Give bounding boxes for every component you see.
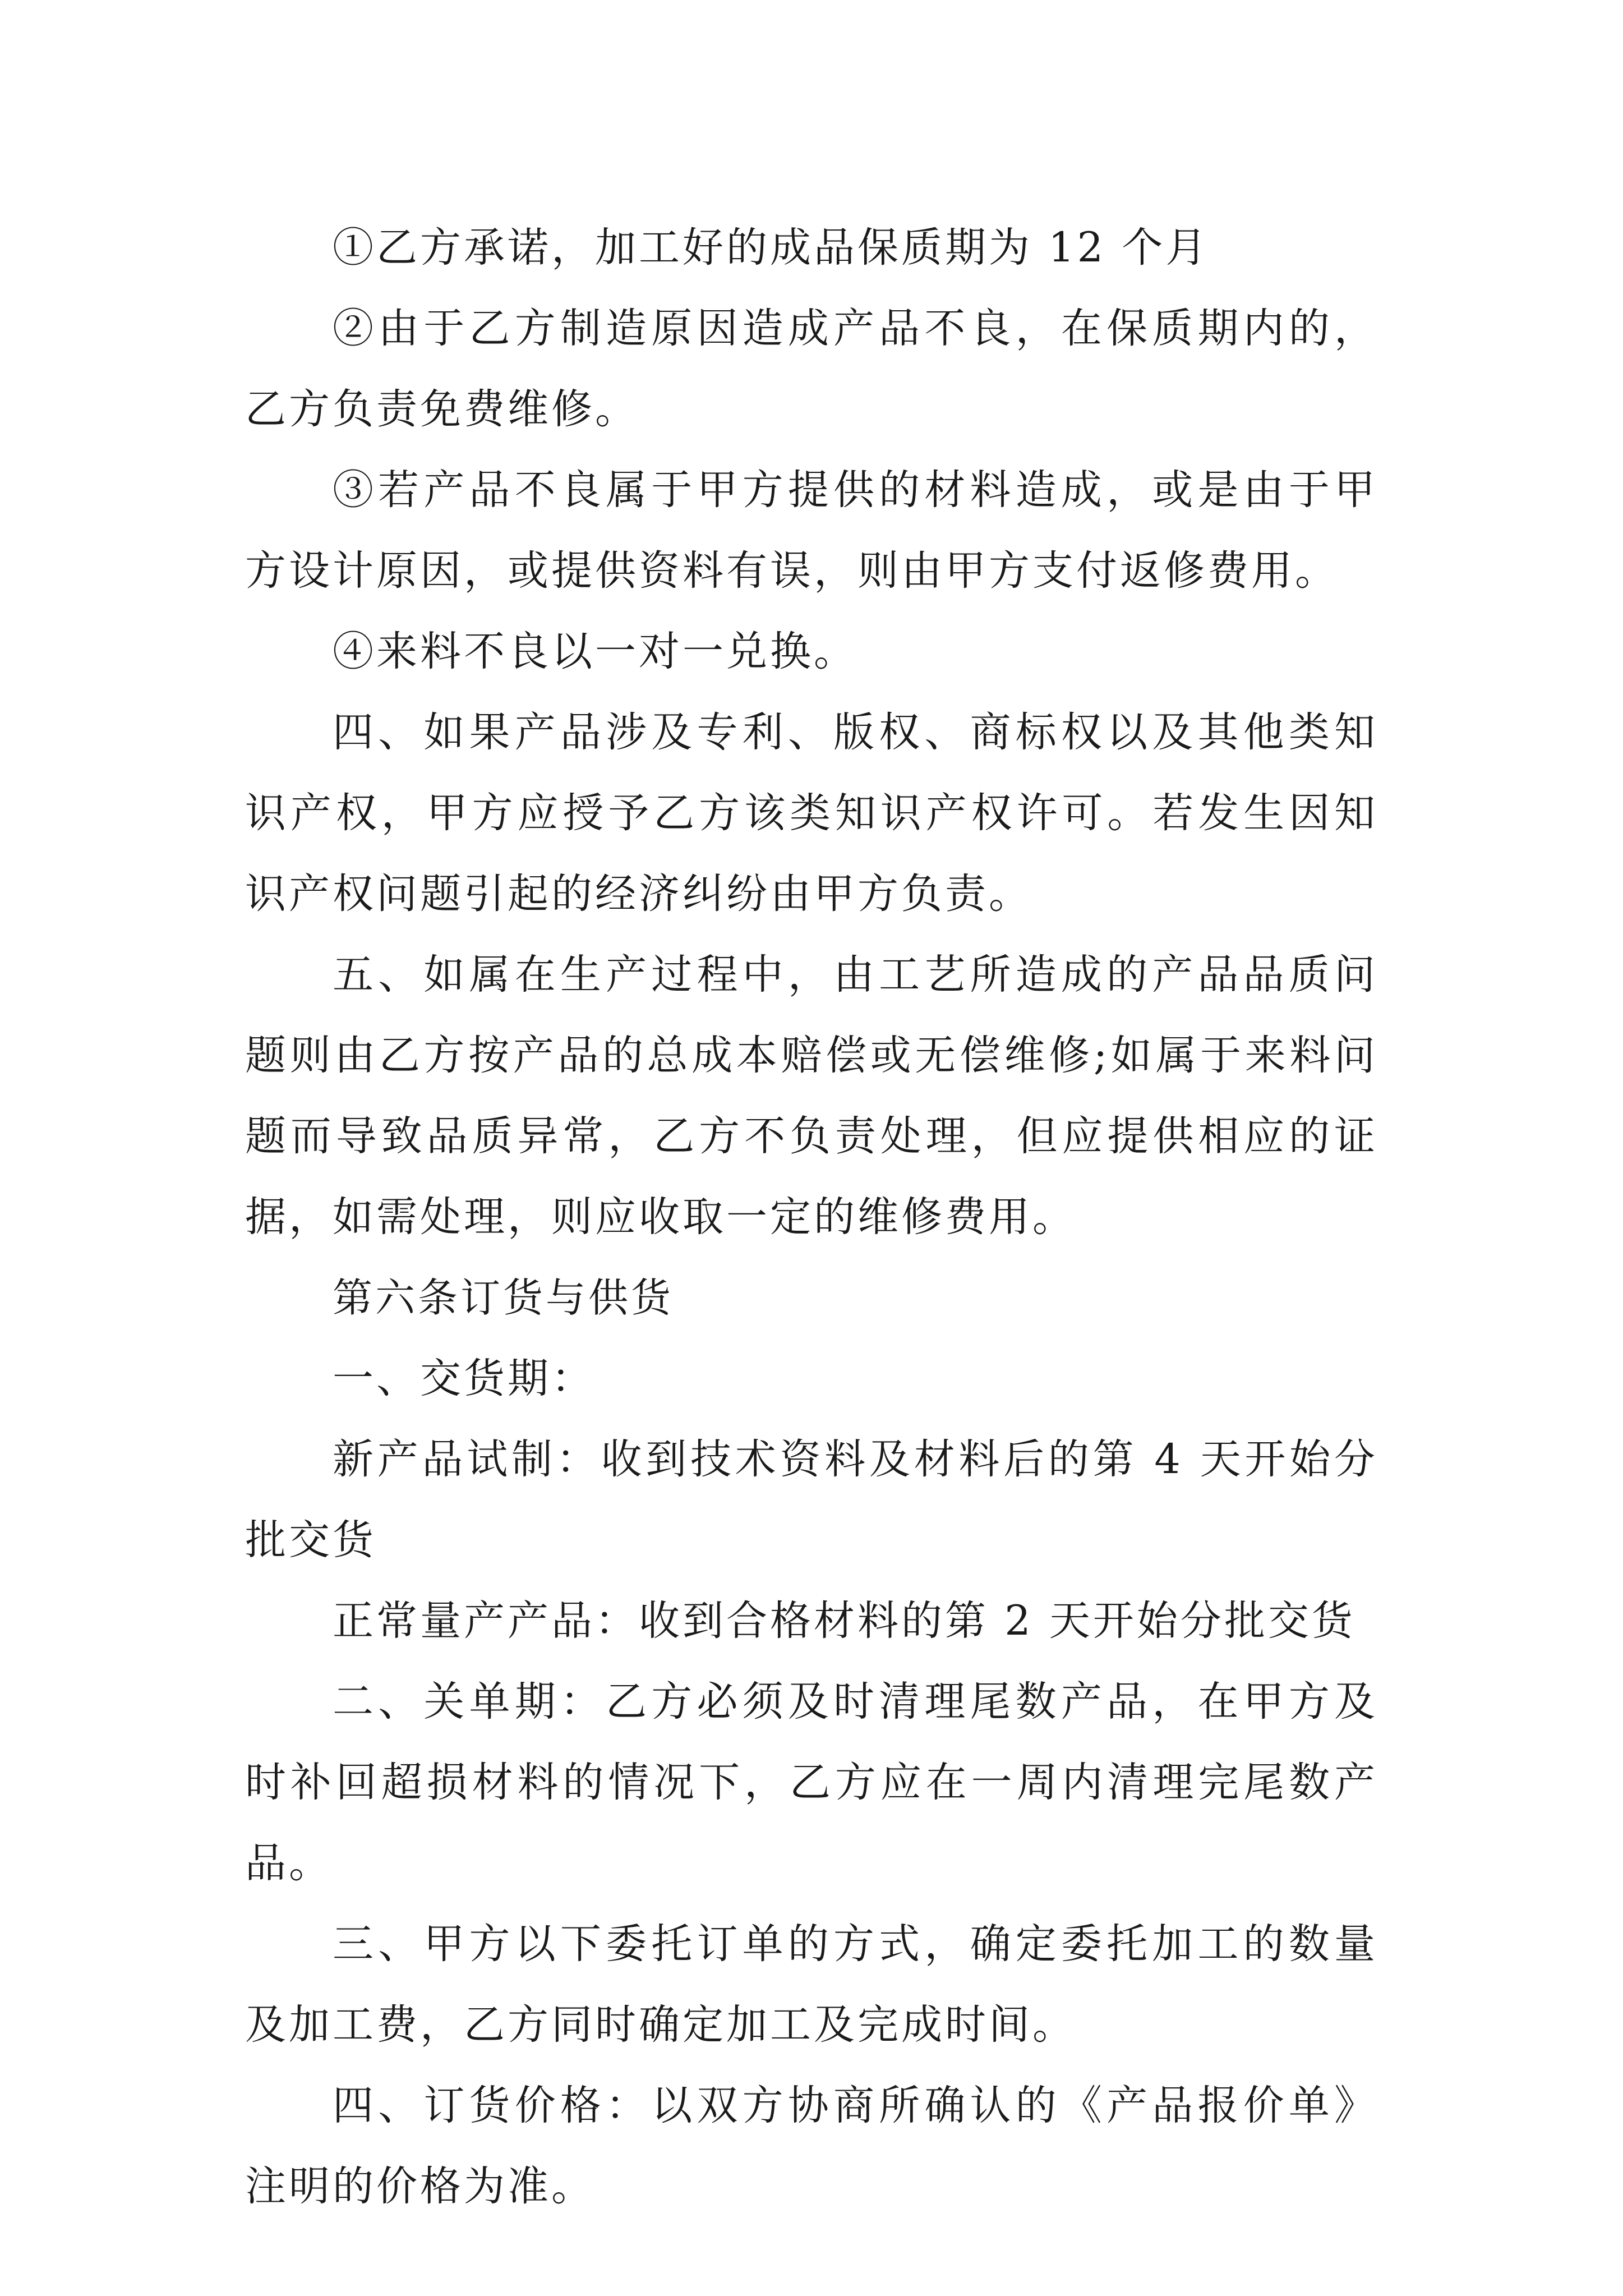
paragraph-delivery-period: 一、交货期： bbox=[333, 1355, 595, 1402]
document-body bbox=[245, 208, 1378, 2227]
section-heading-ordering: 第六条订货与供货 bbox=[333, 1274, 674, 1321]
paragraph-warranty-period: ①乙方承诺，加工好的成品保质期为 12 个月 bbox=[333, 224, 1210, 272]
paragraph-order-method: 三、甲方以下委托订单的方式，确定委托加工的数量及加工费，乙方同时确定加工及完成时间。 bbox=[245, 1920, 1378, 2049]
paragraph-free-repair: ②由于乙方制造原因造成产品不良，在保质期内的，乙方负责免费维修。 bbox=[245, 305, 1378, 433]
paragraph-new-product-delivery: 新产品试制：收到技术资料及材料后的第 4 天开始分批交货 bbox=[245, 1435, 1378, 1564]
paragraph-closing-period: 二、关单期：乙方必须及时清理尾数产品，在甲方及时补回超损材料的情况下，乙方应在一周内清理完尾数产品。 bbox=[245, 1678, 1378, 1887]
paragraph-intellectual-property: 四、如果产品涉及专利、版权、商标权以及其他类知识产权，甲方应授予乙方该类知识产权许可。若发生因知识产权问题引起的经济纠纷由甲方负责。 bbox=[245, 708, 1378, 918]
paragraph-quality-issues: 五、如属在生产过程中，由工艺所造成的产品品质问题则由乙方按产品的总成本赔偿或无偿维修;如属于来料问题而导致品质异常，乙方不负责处理，但应提供相应的证据，如需处理，则应收取一定的维修费用。 bbox=[245, 951, 1378, 1241]
paragraph-mass-production-delivery: 正常量产产品：收到合格材料的第 2 天开始分批交货 bbox=[333, 1597, 1355, 1645]
paragraph-repair-cost: ③若产品不良属于甲方提供的材料造成，或是由于甲方设计原因，或提供资料有误，则由甲方支付返修费用。 bbox=[245, 466, 1378, 595]
paragraph-material-exchange: ④来料不良以一对一兑换。 bbox=[333, 628, 857, 675]
paragraph-order-price: 四、订货价格：以双方协商所确认的《产品报价单》注明的价格为准。 bbox=[245, 2082, 1378, 2210]
